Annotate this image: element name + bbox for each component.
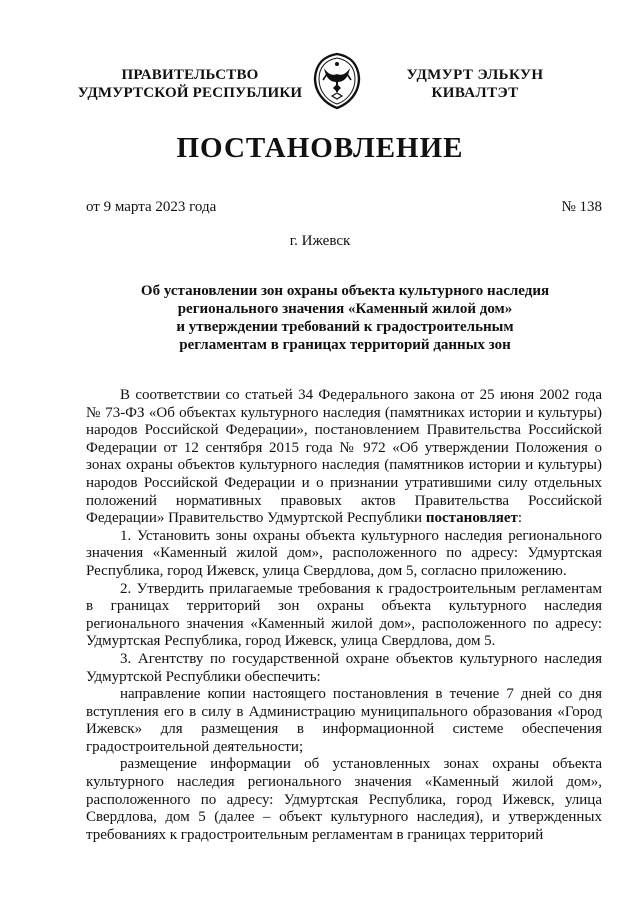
- document-title: [100, 282, 590, 354]
- item-2-paragraph: 2. Утвердить прилагаемые требования к градостроительным регламентам в границах территорий зон охраны объекта культурного наследия регионального значения «Каменный жилой дом», расположенного по адресу: Удмуртская Республика, город Ижевск, улица Свердлова, дом 5.: [86, 580, 602, 650]
- header-right-line2: КИВАЛТЭТ: [431, 85, 519, 101]
- document-type-heading: ПОСТАНОВЛЕНИЕ: [176, 132, 464, 164]
- item-1-paragraph: 1. Установить зоны охраны объекта культурного наследия регионального значения «Каменный жилой дом», расположенного по адресу: Удмуртская Республика, город Ижевск, улица Свердлова, дом 5, согласно приложению.: [86, 527, 602, 579]
- document-body: [86, 387, 602, 844]
- item-3b-paragraph: размещение информации об установленных зонах охраны объекта культурного наследия регионального значения «Каменный жилой дом», расположенного по адресу: Удмуртская Республика, город Ижевск, улица Свердлова, дом 5 (далее – объект культурного наследия), и утвержденных требованиях к градостроительным регламентам в границах территорий: [86, 756, 602, 843]
- document-date: от 9 марта 2023 года: [86, 199, 217, 215]
- header-right-line1: УДМУРТ ЭЛЬКУН: [406, 67, 544, 83]
- item-3a-paragraph: направление копии настоящего постановления в течение 7 дней со дня вступления его в силу в Администрацию муниципального образования «Город Ижевск» для размещения в информационной системе обеспечения градостроительной деятельности;: [86, 686, 602, 755]
- title-line: Об установлении зон охраны объекта культурного наследия: [140, 283, 550, 299]
- title-line: регламентам в границах территорий данных зон: [179, 337, 511, 353]
- title-line: и утверждении требований к градостроительным: [176, 319, 514, 335]
- title-line: регионального значения «Каменный жилой дом»: [177, 301, 513, 317]
- preamble-paragraph: [86, 387, 602, 528]
- government-header-udm: [380, 66, 570, 102]
- header-left-line1: ПРАВИТЕЛЬСТВО: [121, 67, 259, 83]
- preamble-text: В соответствии со статьей 34 Федерального закона от 25 июня 2002 года № 73-ФЗ «Об объектах культурного наследия (памятниках истории и культуры) народов Российской Федерации», постановлением Правительства Российской Федерации от 12 сентября 2015 года № 972 «Об утверждении Положения о зонах охраны объектов культурного наследия (памятников истории и культуры) народов Российской Федерации и о признании утратившими силу отдельных положений нормативных правовых актов Правительства Российской Федерации» Правительство Удмуртской Республики: [86, 387, 602, 527]
- coat-of-arms-icon: [310, 52, 364, 110]
- item-3-paragraph: 3. Агентству по государственной охране объектов культурного наследия Удмуртской Республики обеспечить:: [86, 650, 602, 685]
- document-number: № 138: [561, 199, 602, 215]
- government-header-ru: [70, 66, 310, 102]
- document-city: г. Ижевск: [289, 233, 351, 249]
- preamble-colon: :: [517, 510, 523, 527]
- header-left-line2: УДМУРТСКОЙ РЕСПУБЛИКИ: [77, 85, 303, 101]
- decrees-keyword: постановляет: [425, 510, 518, 527]
